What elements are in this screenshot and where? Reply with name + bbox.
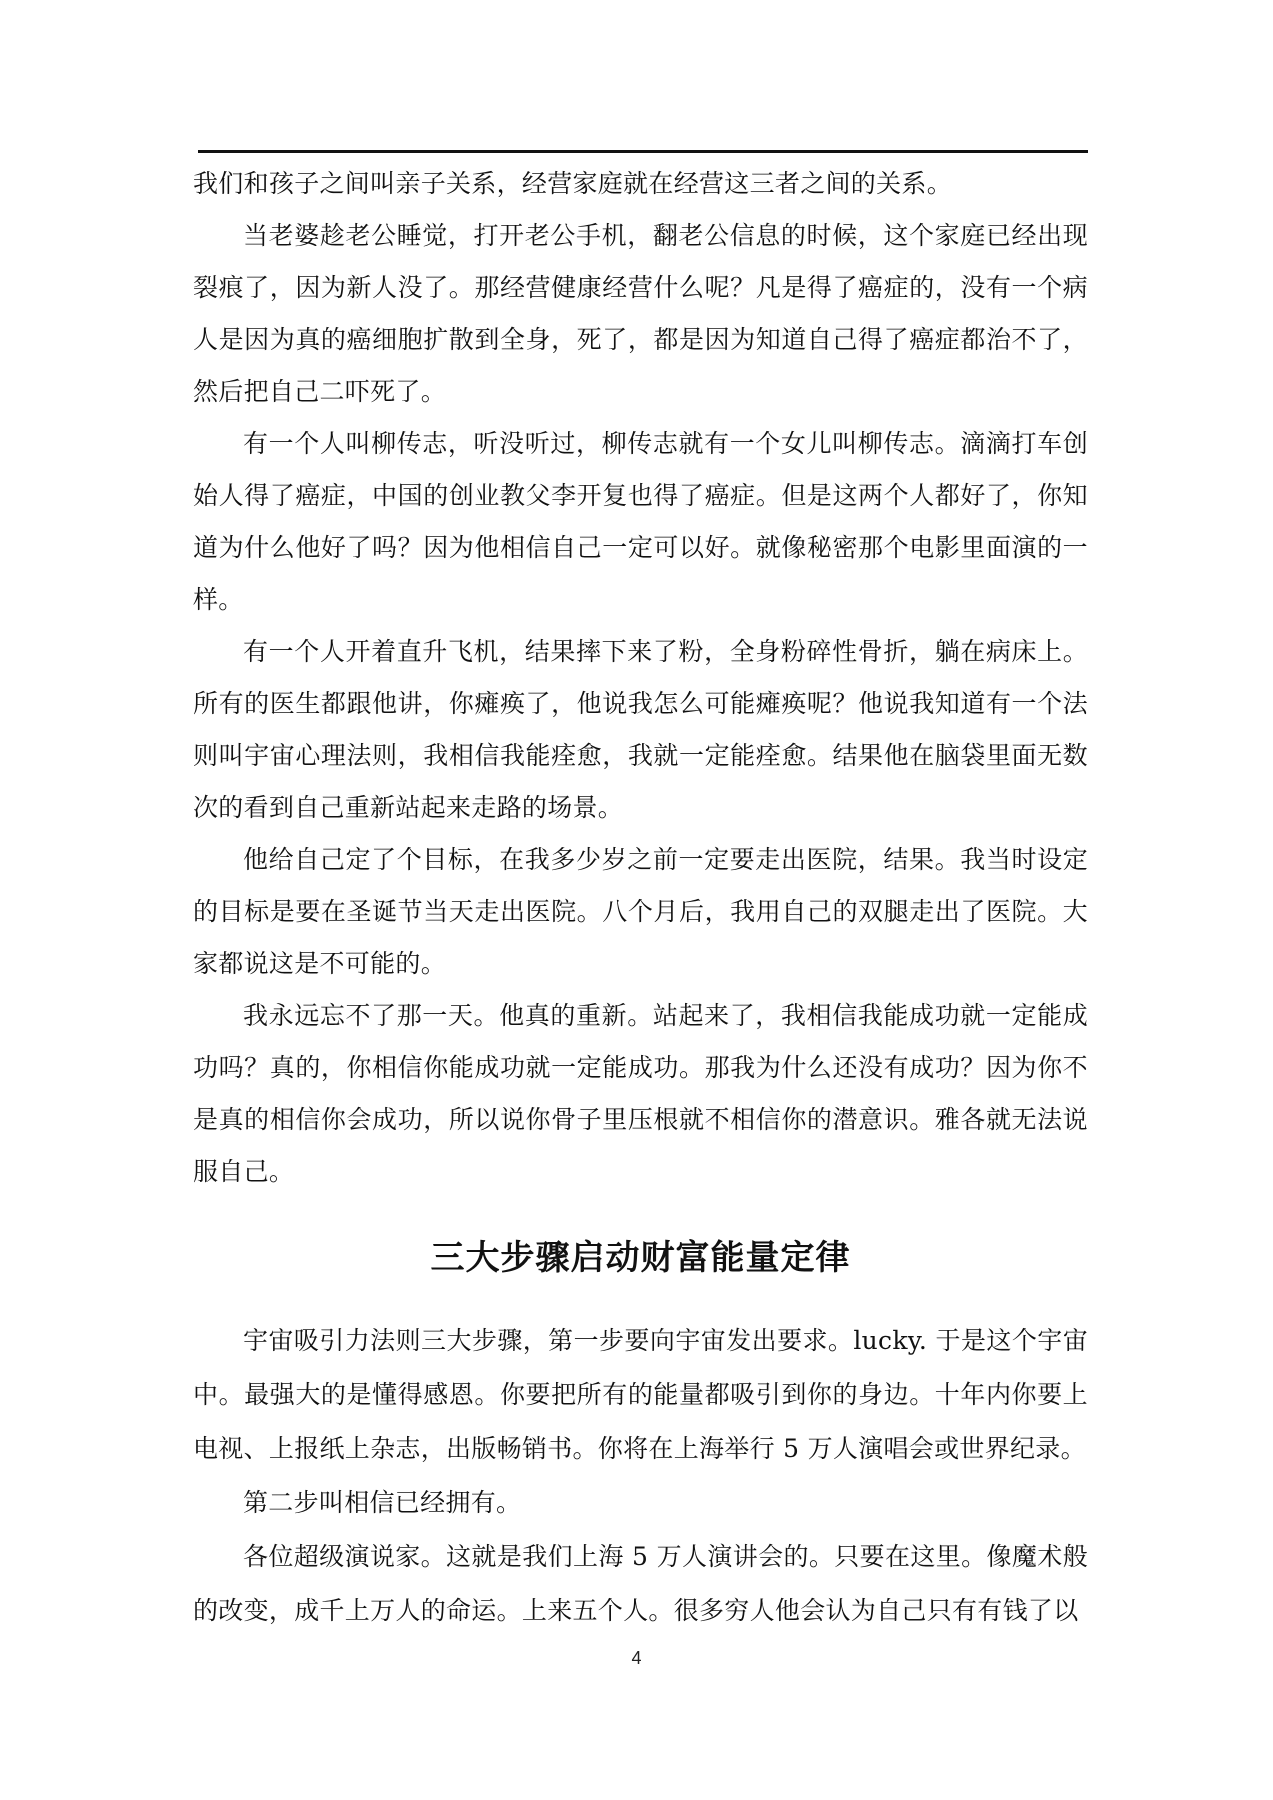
section-title: 三大步骤启动财富能量定律 [430, 1238, 851, 1278]
paragraph: 有一个人开着直升飞机，结果摔下来了粉，全身粉碎性骨折，躺在病床上。所有的医生都跟他讲，你瘫痪了，他说我怎么可能瘫痪呢？他说我知道有一个法则叫宇宙心理法则，我相信我能痊愈，我就一定能痊愈。结果他在脑袋里面无数次的看到自己重新站起来走路的场景。 [193, 637, 1088, 822]
paragraph: 有一个人叫柳传志，听没听过，柳传志就有一个女儿叫柳传志。滴滴打车创始人得了癌症，中国的创业教父李开复也得了癌症。但是这两个人都好了，你知道为什么他好了吗？因为他相信自己一定可以好。就像秘密那个电影里面演的一样。 [193, 429, 1088, 614]
paragraph: 我永远忘不了那一天。他真的重新。站起来了，我相信我能成功就一定能成功吗？真的，你相信你能成功就一定能成功。那我为什么还没有成功？因为你不是真的相信你会成功，所以说你骨子里压根就不相信你的潜意识。雅各就无法说服自己。 [193, 1001, 1088, 1186]
paragraph: 当老婆趁老公睡觉，打开老公手机，翻老公信息的时候，这个家庭已经出现裂痕了，因为新人没了。那经营健康经营什么呢？凡是得了癌症的，没有一个病人是因为真的癌细胞扩散到全身，死了，都是因为知道自己得了癌症都治不了，然后把自己二吓死了。 [193, 221, 1088, 406]
page-number: 4 [631, 1648, 642, 1668]
paragraph: 我们和孩子之间叫亲子关系，经营家庭就在经营这三者之间的关系。 [193, 169, 953, 198]
paragraph: 宇宙吸引力法则三大步骤，第一步要向宇宙发出要求。lucky. 于是这个宇宙中。最强大的是懂得感恩。你要把所有的能量都吸引到你的身边。十年内你要上电视、上报纸上杂志，出版畅销书。你将在上海举行 5 万人演唱会或世界纪录。 [193, 1326, 1088, 1463]
paragraph: 第二步叫相信已经拥有。 [243, 1488, 522, 1517]
page-body [193, 158, 1088, 1638]
header-rule [198, 150, 1088, 153]
paragraph: 他给自己定了个目标，在我多少岁之前一定要走出医院，结果。我当时设定的目标是要在圣诞节当天走出医院。八个月后，我用自己的双腿走出了医院。大家都说这是不可能的。 [193, 845, 1088, 978]
section-body [193, 1314, 1088, 1638]
paragraph: 各位超级演说家。这就是我们上海 5 万人演讲会的。只要在这里。像魔术般的改变，成千上万人的命运。上来五个人。很多穷人他会认为自己只有有钱了以 [193, 1542, 1088, 1625]
